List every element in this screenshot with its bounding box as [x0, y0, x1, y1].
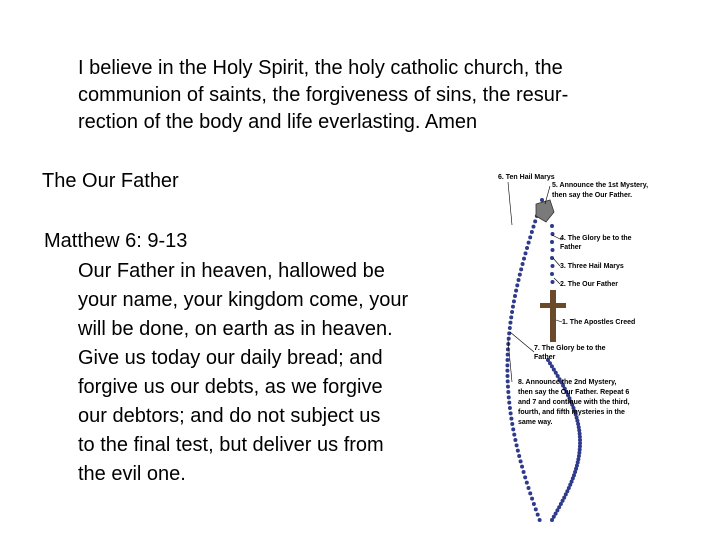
rosary-bead	[534, 507, 538, 511]
rosary-bead	[509, 411, 513, 415]
rosary-bead	[550, 240, 554, 244]
rosary-bead	[505, 358, 509, 362]
rosary-bead	[523, 475, 527, 479]
prayer-line: to the final test, but deliver us from	[78, 434, 384, 456]
crucifix-icon	[540, 290, 566, 342]
rosary-bead	[551, 264, 555, 268]
creed-line: communion of saints, the forgiveness of sins, the resur-	[78, 84, 569, 106]
label-our-father: 2. The Our Father	[560, 281, 618, 288]
our-father-heading: The Our Father	[42, 170, 179, 192]
rosary-bead	[508, 406, 512, 410]
rosary-bead	[538, 518, 542, 522]
label-first-mystery: 5. Announce the 1st Mystery,	[552, 182, 649, 189]
rosary-bead	[517, 454, 521, 458]
rosary-bead	[530, 230, 534, 234]
rosary-bead	[510, 422, 514, 426]
rosary-bead	[520, 465, 524, 469]
rosary-bead	[527, 241, 531, 245]
creed-line: I believe in the Holy Spirit, the holy catholic church, the	[78, 57, 563, 79]
prayer-line: the evil one.	[78, 463, 186, 485]
rosary-bead	[509, 417, 513, 421]
rosary-bead	[533, 219, 537, 223]
rosary-bead	[518, 273, 522, 277]
rosary-bead	[507, 395, 511, 399]
rosary-bead	[551, 280, 555, 284]
rosary-bead	[532, 502, 536, 506]
prayer-line: Our Father in heaven, hallowed be	[78, 260, 385, 282]
scripture-reference: Matthew 6: 9-13	[44, 230, 188, 252]
rosary-bead	[506, 379, 510, 383]
apostles-creed-text	[78, 55, 678, 136]
rosary-bead	[550, 224, 554, 228]
prayer-line: your name, your kingdom come, your	[78, 289, 409, 311]
label-glory-be-7: 7. The Glory be to the	[534, 345, 606, 352]
rosary-bead	[514, 289, 518, 293]
rosary-bead	[519, 459, 523, 463]
label-ten-hail-marys: 6. Ten Hail Marys	[498, 174, 555, 181]
rosary-bead	[525, 246, 529, 250]
prayer-line: will be done, on earth as in heaven.	[78, 318, 393, 340]
rosary-bead	[513, 294, 517, 298]
rosary-bead	[507, 337, 511, 341]
rosary-bead	[508, 321, 512, 325]
rosary-bead	[505, 369, 509, 373]
rosary-diagram	[490, 160, 670, 530]
rosary-bead	[517, 278, 521, 282]
label-first-mystery-2: then say the Our Father.	[552, 192, 633, 199]
rosary-bead	[507, 401, 511, 405]
label-second-mystery-2: then say the Our Father. Repeat 6	[518, 389, 630, 396]
label-second-mystery-4: fourth, and fifth mysteries in the	[518, 409, 625, 416]
our-father-prayer	[78, 257, 498, 489]
rosary-bead	[551, 248, 555, 252]
rosary-bead	[506, 385, 510, 389]
label-second-mystery-5: same way.	[518, 419, 553, 426]
prayer-line: Give us today our daily bread; and	[78, 347, 383, 369]
label-glory-be: 4. The Glory be to the	[560, 235, 632, 242]
rosary-bead	[509, 315, 513, 319]
rosary-bead	[516, 449, 520, 453]
label-apostles-creed: 1. The Apostles Creed	[562, 319, 636, 326]
rosary-bead	[522, 470, 526, 474]
rosary-bead	[508, 326, 512, 330]
rosary-bead	[506, 390, 510, 394]
rosary-bead	[521, 262, 525, 266]
label-glory-be-7-2: Father	[534, 354, 556, 361]
rosary-bead	[536, 513, 540, 517]
rosary-bead	[512, 299, 516, 303]
rosary-bead	[515, 443, 519, 447]
creed-line: rection of the body and life everlasting. Amen	[78, 111, 478, 133]
rosary-bead	[528, 235, 532, 239]
rosary-bead	[513, 438, 517, 442]
label-three-hail-marys: 3. Three Hail Marys	[560, 263, 624, 270]
prayer-line: our debtors; and do not subject us	[78, 405, 381, 427]
label-glory-be-2: Father	[560, 244, 582, 251]
rosary-bead	[505, 363, 509, 367]
rosary-bead	[531, 225, 535, 229]
rosary-bead	[528, 491, 532, 495]
rosary-bead	[515, 283, 519, 287]
rosary-bead	[527, 486, 531, 490]
rosary-bead	[519, 267, 523, 271]
rosary-bead	[540, 198, 544, 202]
prayer-line: forgive us our debts, as we forgive	[78, 376, 383, 398]
rosary-bead	[507, 331, 511, 335]
rosary-bead	[522, 257, 526, 261]
rosary-bead	[511, 305, 515, 309]
rosary-bead	[512, 433, 516, 437]
label-second-mystery: 8. Announce the 2nd Mystery,	[518, 379, 617, 386]
rosary-bead	[530, 497, 534, 501]
rosary-bead	[550, 256, 554, 260]
rosary-bead	[511, 427, 515, 431]
rosary-bead	[524, 251, 528, 255]
rosary-bead	[525, 481, 529, 485]
label-second-mystery-3: and 7 and continue with the third,	[518, 399, 630, 406]
rosary-bead	[506, 374, 510, 378]
rosary-bead	[550, 272, 554, 276]
rosary-bead	[510, 310, 514, 314]
